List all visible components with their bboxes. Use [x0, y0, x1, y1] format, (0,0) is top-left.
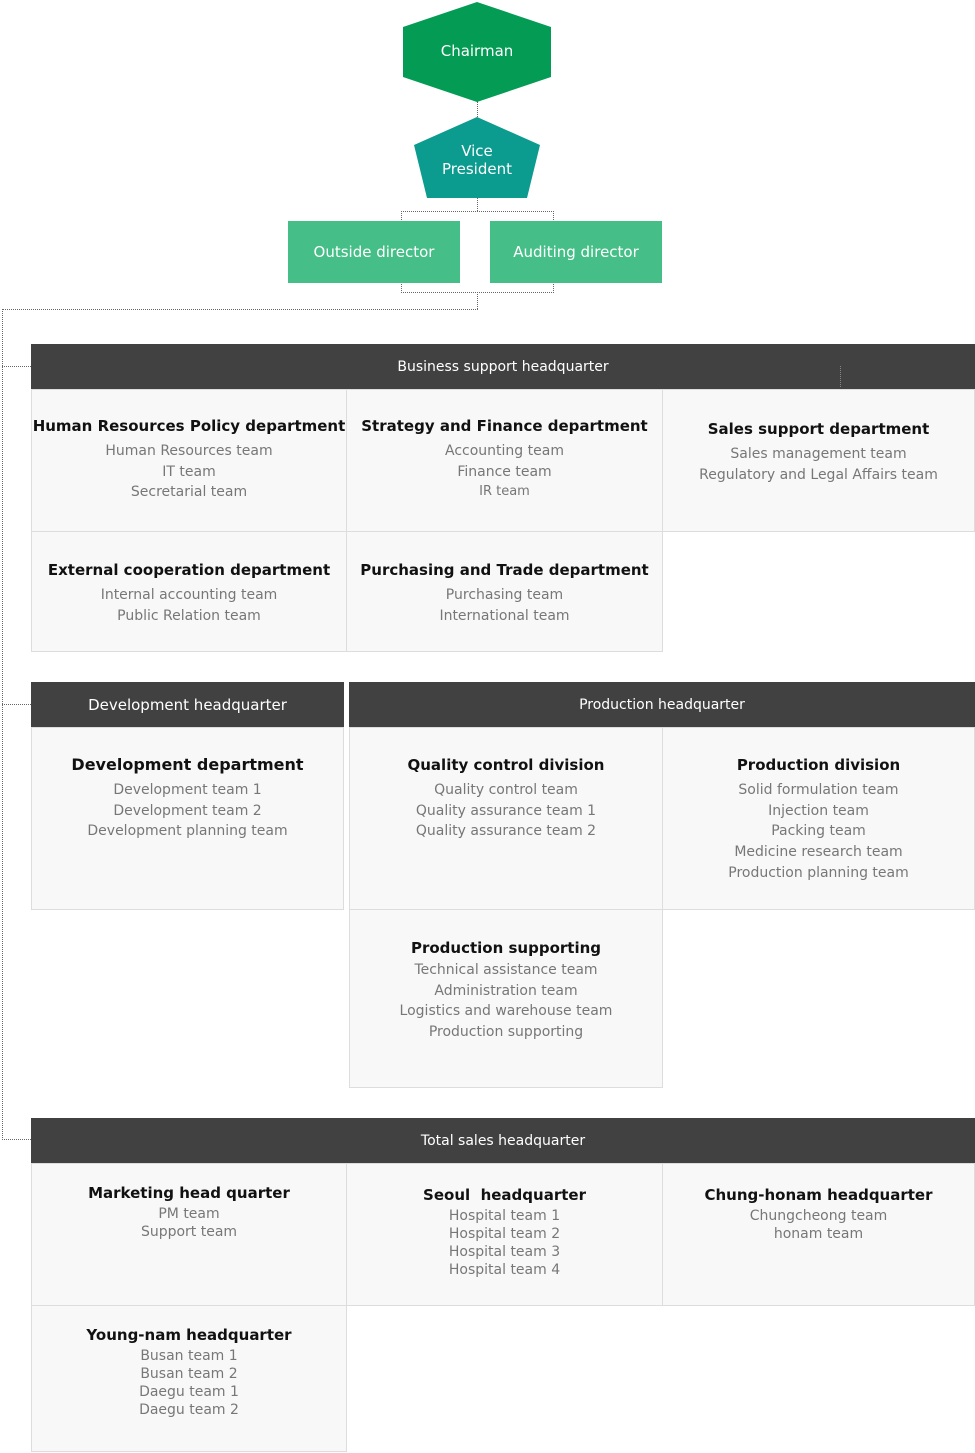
purchasing-trade-department — [346, 531, 663, 652]
team-item: Logistics and warehouse team — [399, 1003, 613, 1020]
team-item: Technical assistance team — [414, 962, 598, 978]
vice-president-label — [414, 142, 540, 178]
dept-name: Development department — [71, 755, 304, 774]
hr-policy-department — [31, 389, 347, 532]
team-item: PM team — [158, 1206, 220, 1222]
team-item: Busan team 1 — [140, 1348, 238, 1364]
team-item: Medicine research team — [734, 844, 903, 861]
auditing-director-box: Auditing director — [490, 221, 662, 283]
outside-director-box: Outside director — [288, 221, 460, 283]
team-item: honam team — [773, 1226, 864, 1242]
development-department — [31, 727, 344, 910]
development-hq-bar: Development headquarter — [31, 682, 344, 727]
team-item: Busan team 2 — [140, 1366, 238, 1382]
team-item: Hospital team 3 — [448, 1244, 561, 1260]
team-item: Daegu team 1 — [139, 1384, 239, 1400]
production-division — [662, 727, 975, 910]
production-supporting — [349, 909, 663, 1088]
team-item: Development team 2 — [113, 802, 262, 819]
team-item: International team — [439, 607, 570, 624]
team-item: Packing team — [771, 823, 866, 840]
team-item: Injection team — [768, 802, 869, 819]
team-item: IR team — [479, 484, 530, 500]
dept-name: Production supporting — [410, 939, 602, 957]
dept-name: Young-nam headquarter — [86, 1326, 292, 1344]
team-item: Development planning team — [87, 823, 288, 840]
chairman-node — [403, 2, 551, 102]
team-item: Hospital team 2 — [448, 1226, 561, 1242]
team-item: Chungcheong team — [749, 1208, 888, 1224]
team-item: Secretarial team — [130, 484, 248, 501]
team-item: Quality assurance team 1 — [415, 802, 597, 819]
connector-spine-top — [2, 309, 478, 310]
external-cooperation-department — [31, 531, 347, 652]
connector-vp-directors — [477, 197, 478, 211]
connector-spine — [2, 309, 3, 1140]
team-item: IT team — [162, 463, 216, 480]
dept-name: External cooperation department — [47, 561, 331, 579]
team-item: Regulatory and Legal Affairs team — [699, 466, 938, 483]
connector-center-down — [477, 292, 478, 309]
team-item: Solid formulation team — [738, 782, 899, 798]
total-sales-hq-bar: Total sales headquarter — [31, 1118, 975, 1163]
dept-name: Human Resources Policy department — [32, 417, 346, 435]
team-item: Purchasing team — [445, 587, 564, 603]
dept-name: Purchasing and Trade department — [360, 561, 649, 579]
seoul-headquarter — [346, 1163, 663, 1306]
vice-president-label-line2: President — [442, 160, 512, 178]
team-item: Sales management team — [730, 446, 907, 462]
team-item: Finance team — [457, 463, 552, 480]
team-item: Quality control team — [434, 782, 578, 798]
bar-tick — [840, 366, 841, 387]
connector-branch-development — [2, 704, 31, 705]
team-item: Support team — [140, 1224, 238, 1240]
dept-name: Seoul headquarter — [423, 1186, 586, 1204]
team-item: Public Relation team — [117, 607, 261, 624]
connector-branch-business — [2, 366, 31, 367]
connector-directors-top — [401, 211, 554, 212]
team-item: Quality assurance team 2 — [415, 823, 597, 840]
team-item: Accounting team — [445, 443, 564, 459]
dept-name: Production division — [736, 756, 901, 774]
dept-name: Sales support department — [707, 420, 930, 438]
team-item: Internal accounting team — [100, 587, 278, 603]
dept-name: Chung-honam headquarter — [704, 1186, 933, 1204]
dept-name: Strategy and Finance department — [361, 417, 648, 435]
team-item: Development team 1 — [113, 782, 262, 798]
vice-president-label-line1: Vice — [461, 142, 493, 160]
vice-president-node — [414, 117, 540, 198]
team-item: Administration team — [434, 982, 578, 999]
team-item: Production planning team — [728, 864, 909, 881]
team-item: Hospital team 4 — [448, 1262, 561, 1278]
team-item: Daegu team 2 — [139, 1402, 239, 1418]
strategy-finance-department — [346, 389, 663, 532]
dept-name: Quality control division — [407, 756, 605, 774]
young-nam-headquarter — [31, 1305, 347, 1452]
quality-control-division — [349, 727, 663, 910]
production-hq-bar: Production headquarter — [349, 682, 975, 727]
team-item: Human Resources team — [105, 443, 273, 459]
chung-honam-headquarter — [662, 1163, 975, 1306]
marketing-headquarter — [31, 1163, 347, 1306]
connector-branch-sales — [2, 1139, 31, 1140]
business-support-hq-bar: Business support headquarter — [31, 344, 975, 389]
chairman-label: Chairman — [440, 42, 514, 60]
team-item: Hospital team 1 — [448, 1208, 561, 1224]
dept-name: Marketing head quarter — [88, 1184, 290, 1202]
team-item: Production supporting — [428, 1024, 584, 1041]
sales-support-department — [662, 389, 975, 532]
